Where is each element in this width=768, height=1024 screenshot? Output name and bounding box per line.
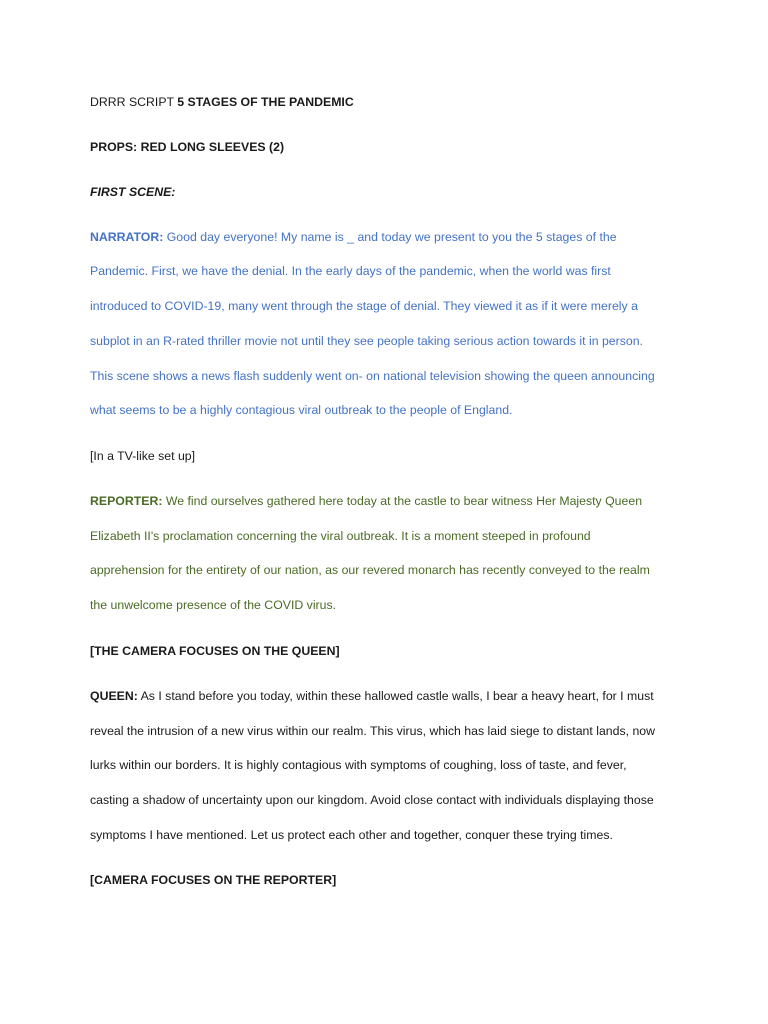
stage-direction-camera-reporter: [CAMERA FOCUSES ON THE REPORTER] <box>90 873 337 887</box>
narrator-line-2: Pandemic. First, we have the denial. In the early days of the pandemic, when the world was first <box>90 264 611 278</box>
reporter-line-1 <box>90 493 642 509</box>
stage-direction-tv-setup: [In a TV-like set up] <box>90 449 196 463</box>
queen-speaker: QUEEN: <box>90 689 138 703</box>
reporter-text: We find ourselves gathered here today at the castle to bear witness Her Majesty Queen <box>162 494 643 508</box>
narrator-line-4: subplot in an R-rated thriller movie not until they see people taking serious action towards it in person. <box>90 334 643 348</box>
queen-line-3: lurks within our borders. It is highly contagious with symptoms of coughing, loss of taste, and fever, <box>90 758 627 772</box>
narrator-line-6: what seems to be a highly contagious viral outbreak to the people of England. <box>90 403 513 417</box>
narrator-text: Good day everyone! My name is _ and today we present to you the 5 stages of the <box>163 230 617 244</box>
reporter-line-4: the unwelcome presence of the COVID virus. <box>90 598 337 612</box>
narrator-speaker: NARRATOR: <box>90 230 164 244</box>
queen-line-2: reveal the intrusion of a new virus within our realm. This virus, which has laid siege to distant lands, now <box>90 724 656 738</box>
reporter-line-2: Elizabeth II's proclamation concerning the viral outbreak. It is a moment steeped in profound <box>90 529 591 543</box>
queen-line-1 <box>90 688 654 704</box>
reporter-line-3: apprehension for the entirety of our nation, as our revered monarch has recently conveyed to the realm <box>90 563 650 577</box>
document-title <box>90 94 354 110</box>
title-prefix: DRRR SCRIPT <box>90 95 178 109</box>
queen-line-4: casting a shadow of uncertainty upon our kingdom. Avoid close contact with individuals displaying those <box>90 793 654 807</box>
narrator-line-5: This scene shows a news flash suddenly went on- on national television showing the queen announcing <box>90 369 655 383</box>
title-main: 5 STAGES OF THE PANDEMIC <box>177 95 354 109</box>
narrator-line-1 <box>90 229 617 245</box>
queen-text: As I stand before you today, within these hallowed castle walls, I bear a heavy heart, for I must <box>137 689 654 703</box>
stage-direction-camera-queen: [THE CAMERA FOCUSES ON THE QUEEN] <box>90 644 340 658</box>
scene-heading: FIRST SCENE: <box>90 185 176 199</box>
narrator-line-3: introduced to COVID-19, many went through the stage of denial. They viewed it as if it were merely a <box>90 299 638 313</box>
queen-line-5: symptoms I have mentioned. Let us protect each other and together, conquer these trying times. <box>90 828 613 842</box>
reporter-speaker: REPORTER: <box>90 494 163 508</box>
props-line: PROPS: RED LONG SLEEVES (2) <box>90 140 285 154</box>
